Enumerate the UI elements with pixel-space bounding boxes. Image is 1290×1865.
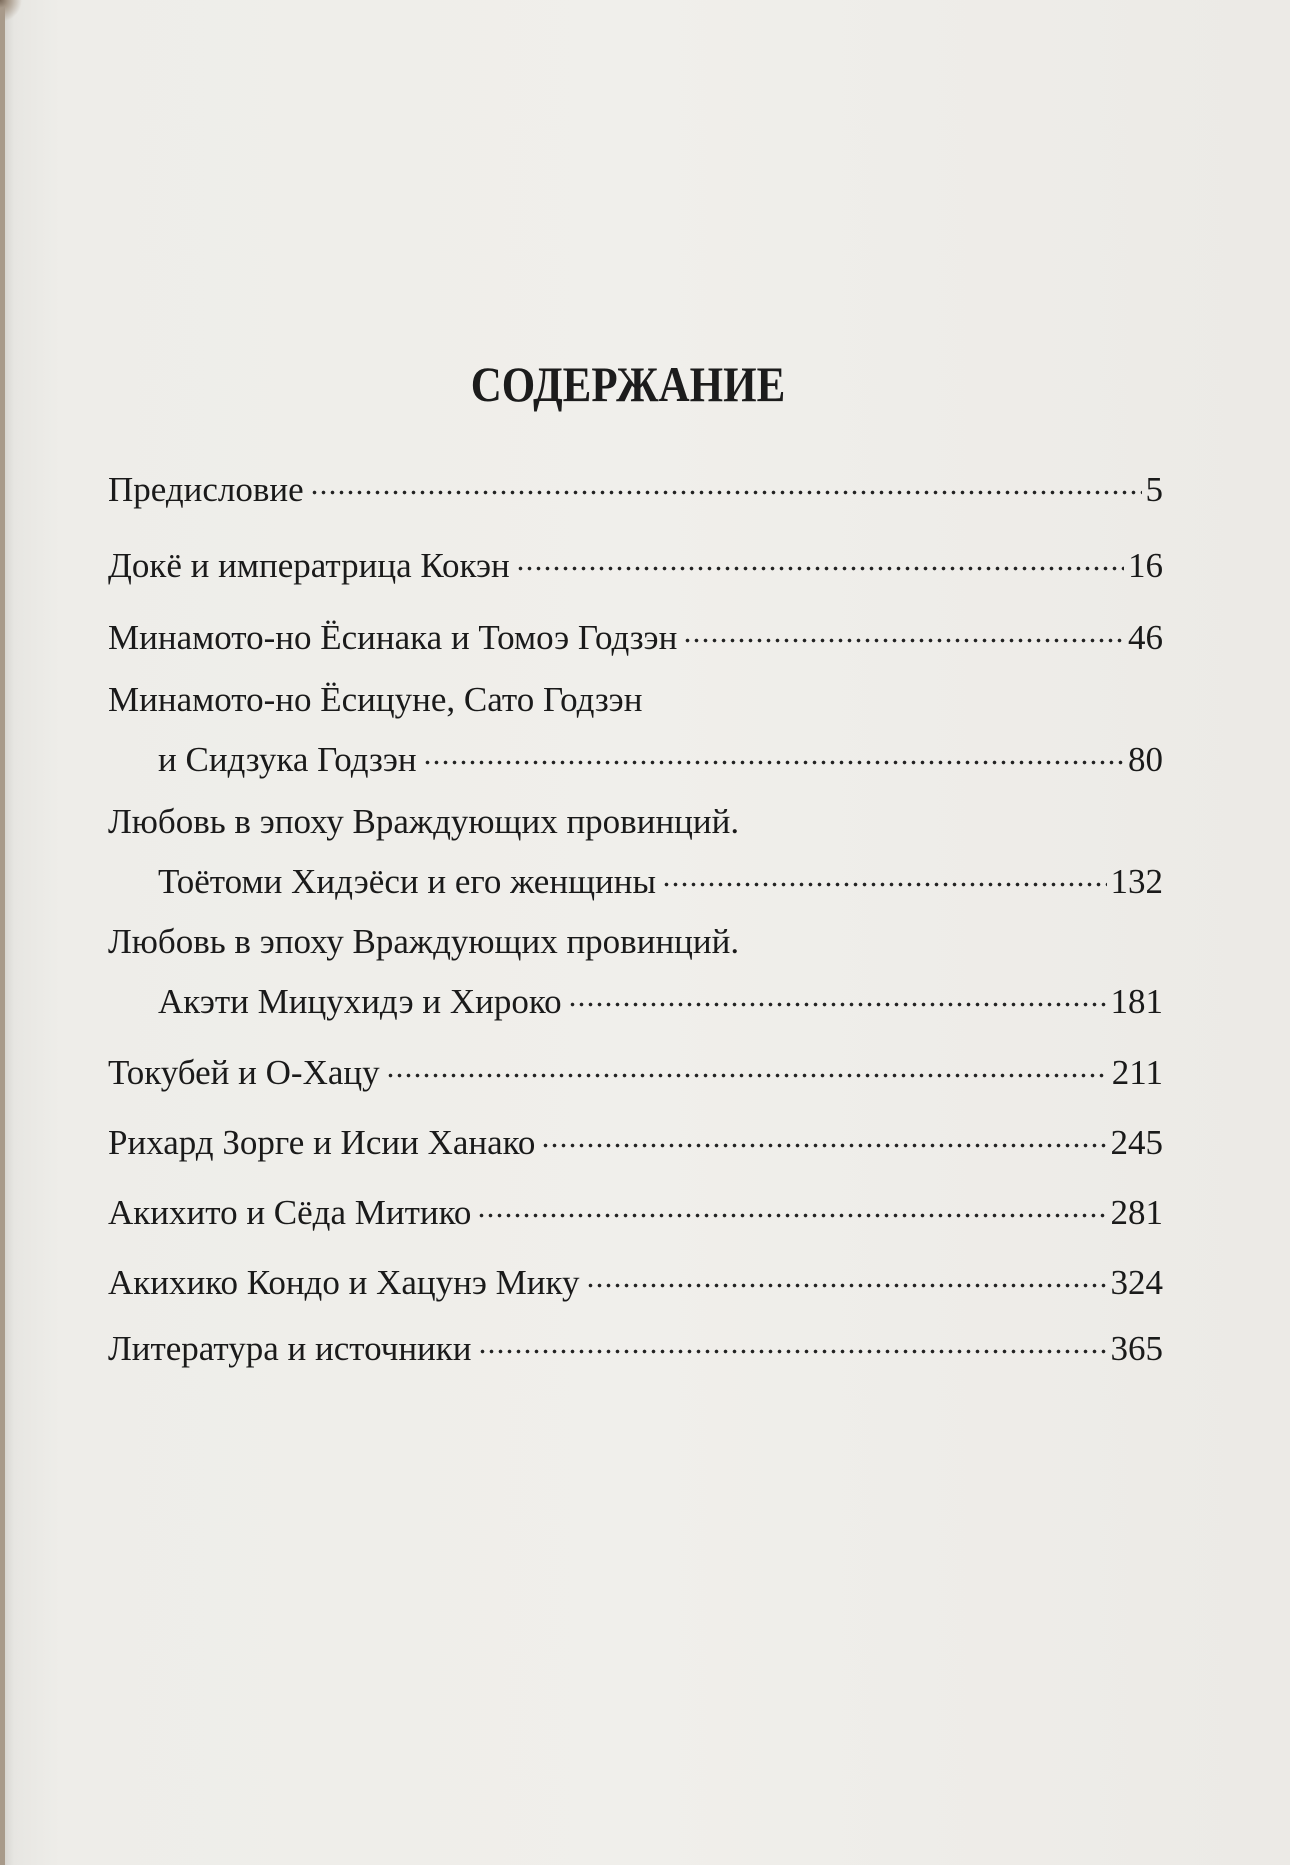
page-edge [0, 0, 5, 1865]
toc-entry [108, 1178, 1163, 1232]
toc-entry [108, 1108, 1163, 1162]
toc-entry-page: 16 [1128, 546, 1163, 585]
corner-shadow [0, 0, 22, 26]
toc-entry-title: Литература и источники [108, 1329, 472, 1368]
dot-leader [386, 1038, 1108, 1084]
toc-entry-line [108, 455, 1163, 509]
toc-entry-line [108, 603, 1163, 657]
toc-entry-title: Токубей и О-Хацу [108, 1053, 380, 1092]
toc-entry-title: Предисловие [108, 470, 304, 509]
toc-entry [108, 1314, 1163, 1368]
toc-entry [108, 531, 1163, 585]
dot-leader [423, 725, 1124, 771]
toc-entry-page: 324 [1110, 1263, 1163, 1302]
toc-entry-line [108, 1178, 1163, 1232]
toc-entry-line [108, 1038, 1163, 1092]
toc-entry-line [108, 725, 1163, 779]
toc-entry-title: Рихард Зорге и Исии Ханако [108, 1123, 536, 1162]
toc-entry-line [108, 1108, 1163, 1162]
dot-leader [568, 967, 1107, 1013]
toc-entry [108, 603, 1163, 657]
toc-entry-line [108, 847, 1163, 901]
toc-heading: СОДЕРЖАНИЕ [470, 356, 786, 412]
toc-entry-page: 46 [1128, 618, 1163, 657]
toc-entry-title-continued: и Сидзука Годзэн [158, 740, 417, 779]
toc-entry-title: Докё и императрица Кокэн [108, 546, 510, 585]
dot-leader [586, 1248, 1107, 1294]
toc-entry-line [108, 919, 1163, 965]
dot-leader [662, 847, 1107, 893]
toc-entry-title-continued: Тоётоми Хидэёси и его женщины [158, 862, 656, 901]
toc-entry-title: Минамото-но Ёсинака и Томоэ Годзэн [108, 618, 678, 657]
toc-entry-line [108, 967, 1163, 1021]
toc-entry-page: 281 [1110, 1193, 1163, 1232]
toc-entry-page: 5 [1145, 470, 1163, 509]
toc-entry-title: Любовь в эпоху Враждующих провинций. [108, 802, 740, 841]
toc-entry-title: Акихито и Сёда Митико [108, 1193, 472, 1232]
dot-leader [516, 531, 1124, 577]
toc-entry-title-continued: Акэти Мицухидэ и Хироко [158, 982, 562, 1021]
dot-leader [478, 1314, 1107, 1360]
toc-entry [108, 919, 1163, 1021]
toc-entry-page: 181 [1110, 982, 1163, 1021]
toc-entry-page: 80 [1128, 740, 1163, 779]
toc-entry-title: Любовь в эпоху Враждующих провинций. [108, 922, 740, 961]
dot-leader [310, 455, 1142, 501]
toc-entry-page: 245 [1110, 1123, 1163, 1162]
dot-leader [541, 1108, 1106, 1154]
toc-entry-page: 132 [1110, 862, 1163, 901]
toc-entry-line [108, 1314, 1163, 1368]
toc-entry-line [108, 1248, 1163, 1302]
toc-entry-title: Акихико Кондо и Хацунэ Мику [108, 1263, 580, 1302]
toc-entry [108, 799, 1163, 901]
toc-entry [108, 677, 1163, 779]
dot-leader [477, 1178, 1106, 1224]
toc-entry-line [108, 677, 1163, 723]
toc-entry [108, 455, 1163, 509]
toc-entry [108, 1248, 1163, 1302]
toc-entry-line [108, 531, 1163, 585]
toc-entry-title: Минамото-но Ёсицуне, Сато Годзэн [108, 680, 643, 719]
toc-entry [108, 1038, 1163, 1092]
toc-entry-page: 365 [1110, 1329, 1163, 1368]
toc-entry-line [108, 799, 1163, 845]
toc-entry-page: 211 [1111, 1053, 1163, 1092]
dot-leader [683, 603, 1124, 649]
